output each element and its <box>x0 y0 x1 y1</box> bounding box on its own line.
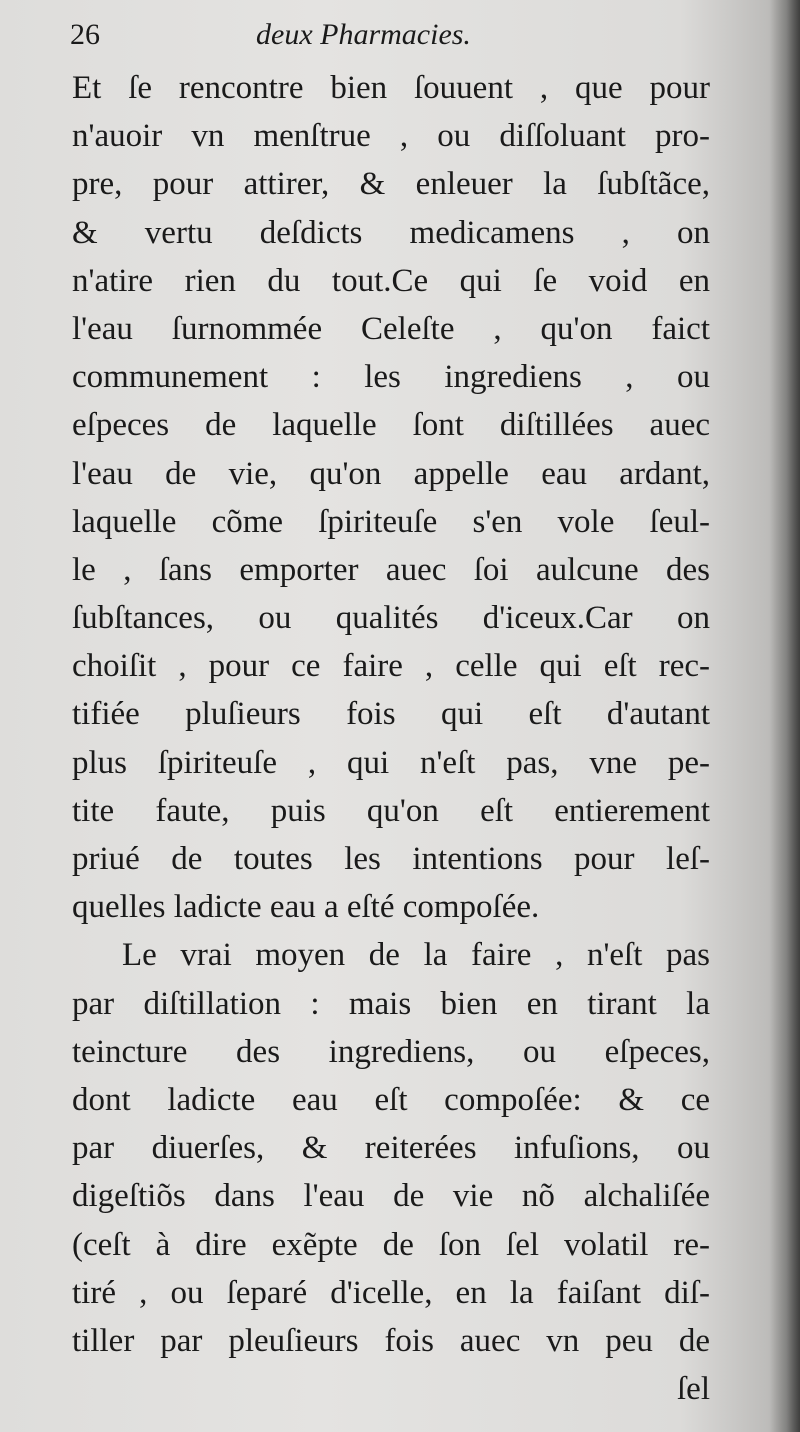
text-line: choiſit , pour ce faire , celle qui eſt rec- <box>72 648 710 685</box>
page-gutter-shadow <box>770 0 800 1432</box>
text-line: plus ſpiriteuſe , qui n'eſt pas, vne pe- <box>72 744 710 781</box>
text-line: par diuerſes, & reiterées infuſions, ou <box>72 1130 710 1167</box>
page-header <box>70 18 710 62</box>
text-line: eſpeces de laquelle ſont diſtillées auec <box>72 407 710 444</box>
page-number: 26 <box>70 18 100 51</box>
body-text <box>72 64 710 1413</box>
text-line: Et ſe rencontre bien ſouuent , que pour <box>72 70 710 106</box>
text-line: quelles ladicte eau a eſté compoſée. <box>72 889 540 926</box>
text-line: & vertu deſdicts medicamens , on <box>72 214 710 251</box>
text-line: Le vrai moyen de la faire , n'eſt pas <box>122 937 710 974</box>
text-line: par diſtillation : mais bien en tirant la <box>72 985 710 1022</box>
text-line: digeſtiõs dans l'eau de vie nõ alchaliſée <box>72 1178 710 1215</box>
text-line: tite faute, puis qu'on eſt entierement <box>72 792 710 829</box>
text-line: ſubſtances, ou qualités d'iceux.Car on <box>72 600 710 637</box>
text-line: tiré , ou ſeparé d'icelle, en la faiſant diſ- <box>72 1274 710 1311</box>
text-line: teincture des ingrediens, ou eſpeces, <box>72 1033 710 1070</box>
text-line: tifiée pluſieurs fois qui eſt d'autant <box>72 696 710 733</box>
text-line: le , ſans emporter auec ſoi aulcune des <box>72 551 710 588</box>
text-line: n'auoir vn menſtrue , ou diſſoluant pro- <box>72 118 710 155</box>
text-line: l'eau de vie, qu'on appelle eau ardant, <box>72 455 710 492</box>
text-line: n'atire rien du tout.Ce qui ſe void en <box>72 262 710 299</box>
text-line: communement : les ingrediens , ou <box>72 359 710 396</box>
text-line: (ceſt à dire exẽpte de ſon ſel volatil re- <box>72 1226 710 1263</box>
text-line: priué de toutes les intentions pour leſ- <box>72 841 710 877</box>
text-line: l'eau ſurnommée Celeſte , qu'on faict <box>72 310 710 347</box>
catchword: ſel <box>677 1371 710 1408</box>
text-line: tiller par pleuſieurs fois auec vn peu de <box>72 1322 710 1359</box>
text-line: laquelle cõme ſpiriteuſe s'en vole ſeul- <box>72 503 710 540</box>
running-head: deux Pharmacies. <box>256 18 471 51</box>
text-line: dont ladicte eau eſt compoſée: & ce <box>72 1081 710 1118</box>
text-line: pre, pour attirer, & enleuer la ſubſtãce, <box>72 166 710 203</box>
